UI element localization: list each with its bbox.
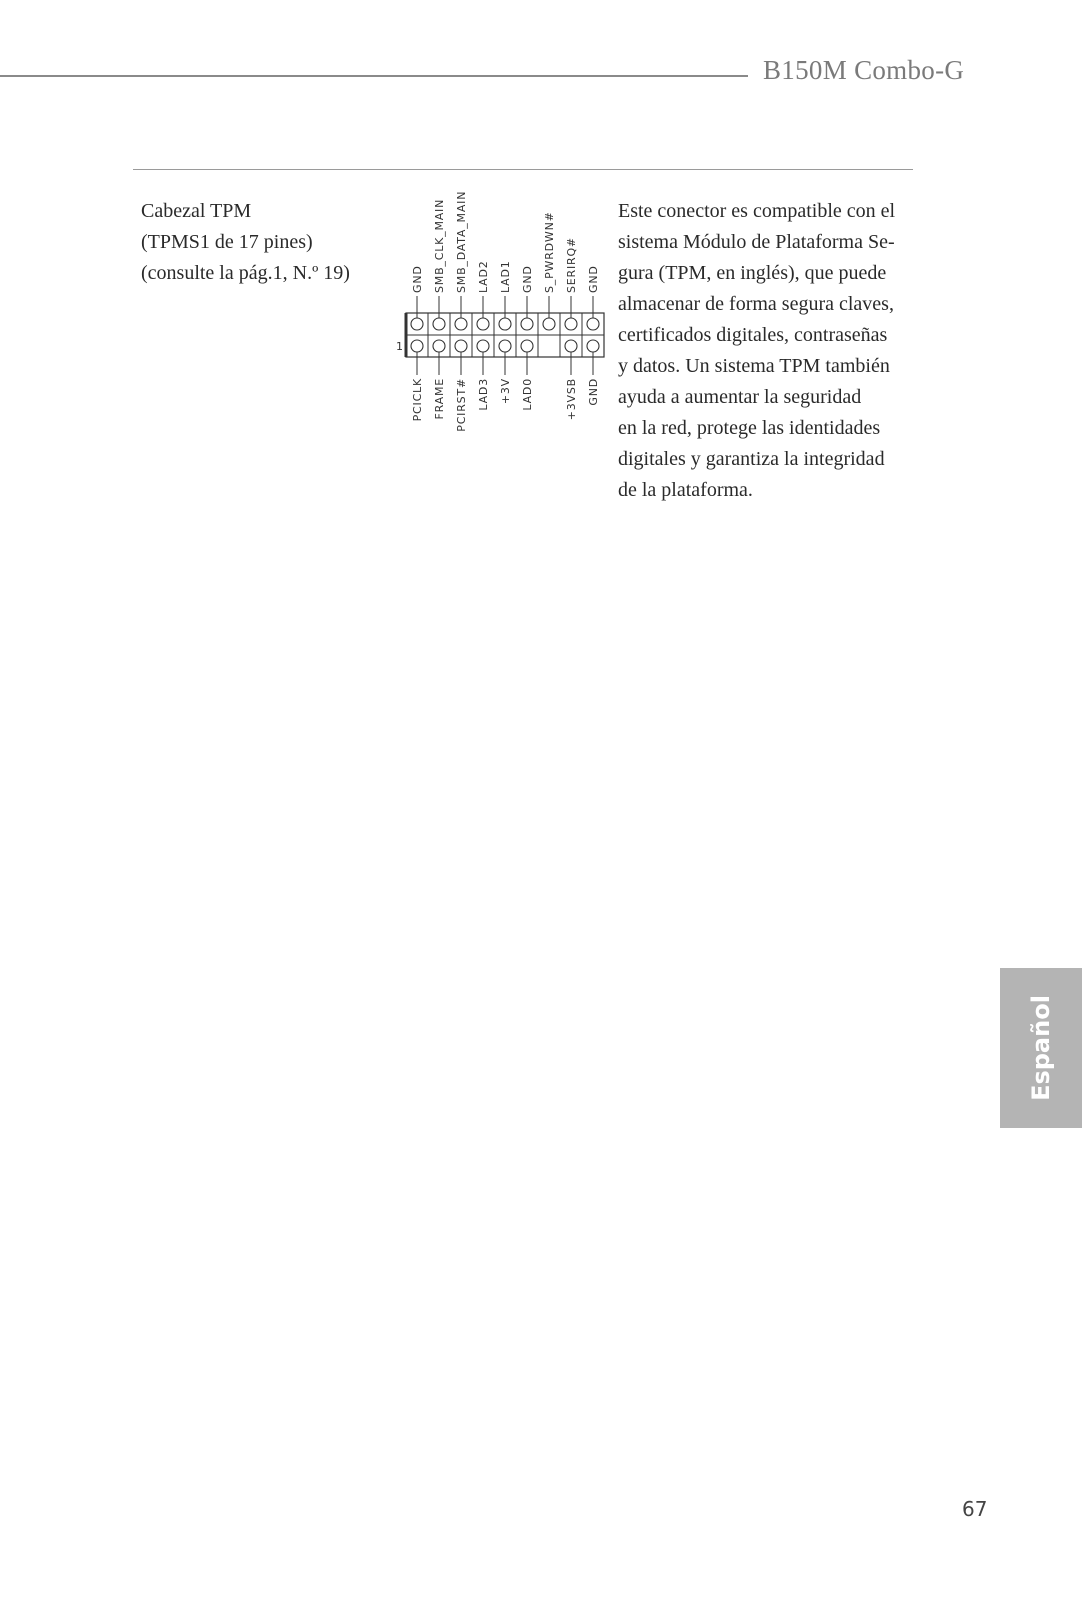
- pin-label-top: S_PWRDWN#: [543, 211, 556, 293]
- description-line: y datos. Un sistema TPM también: [618, 355, 890, 377]
- pin-bottom: [411, 340, 423, 352]
- pin-label-bottom: +3VSB: [565, 378, 578, 421]
- pin-label-top: SMB_CLK_MAIN: [433, 198, 446, 293]
- tpm-header-title: [141, 196, 350, 289]
- pin-top: [587, 318, 599, 330]
- description-line: gura (TPM, en inglés), que puede: [618, 262, 887, 284]
- pin-label-bottom: PCICLK: [411, 378, 424, 422]
- description-line: sistema Módulo de Plataforma Se-: [618, 231, 895, 253]
- pin-label-top: GND: [587, 265, 600, 293]
- pin-bottom: [565, 340, 577, 352]
- pin-bottom: [499, 340, 511, 352]
- pin-label-top: GND: [411, 265, 424, 293]
- pin-top: [521, 318, 533, 330]
- pin-label-bottom: +3V: [499, 378, 512, 405]
- description-line: en la red, protege las identidades: [618, 417, 881, 439]
- pin-top: [477, 318, 489, 330]
- page-number: 67: [962, 1497, 988, 1521]
- pin-top: [455, 318, 467, 330]
- pin-label-bottom: PCIRST#: [455, 378, 468, 432]
- description-line: almacenar de forma segura claves,: [618, 293, 894, 315]
- pin-label-top: LAD2: [477, 260, 490, 293]
- description-line: certificados digitales, contraseñas: [618, 324, 888, 346]
- pin-bottom: [477, 340, 489, 352]
- pin-top: [433, 318, 445, 330]
- description-line: Este conector es compatible con el: [618, 200, 896, 222]
- pin-label-top: SMB_DATA_MAIN: [455, 190, 468, 293]
- pin-diagram-svg: [385, 180, 600, 440]
- pin-label-top: SERIRQ#: [565, 237, 578, 293]
- pin-label-top: GND: [521, 265, 534, 293]
- description-line: ayuda a aumentar la seguridad: [618, 386, 862, 408]
- pin-top: [499, 318, 511, 330]
- tpm-connector-diagram: [385, 180, 600, 445]
- language-tab-label: Español: [1027, 995, 1055, 1101]
- pin-bottom: [433, 340, 445, 352]
- tpm-title-line: (consulte la pág.1, N.º 19): [141, 262, 350, 284]
- pin-bottom: [521, 340, 533, 352]
- description-line: digitales y garantiza la integridad: [618, 448, 885, 470]
- header-rule: [0, 75, 748, 77]
- tpm-description: [618, 196, 918, 506]
- pin-label-top: LAD1: [499, 260, 512, 293]
- section-divider: [133, 169, 913, 170]
- tpm-title-line: (TPMS1 de 17 pines): [141, 231, 313, 253]
- pin-top: [565, 318, 577, 330]
- pin-label-bottom: LAD3: [477, 378, 490, 411]
- tpm-title-line: Cabezal TPM: [141, 200, 252, 222]
- pin-bottom: [455, 340, 467, 352]
- pin-label-bottom: GND: [587, 378, 600, 406]
- pin-top: [411, 318, 423, 330]
- language-tab: [1000, 968, 1082, 1128]
- pin-top: [543, 318, 555, 330]
- pin-bottom: [587, 340, 599, 352]
- header-title: B150M Combo-G: [763, 55, 965, 85]
- pin-label-bottom: LAD0: [521, 378, 534, 411]
- description-line: de la plataforma.: [618, 479, 753, 501]
- pin-label-bottom: FRAME: [433, 378, 446, 420]
- pin-1-marker: 1: [396, 340, 404, 353]
